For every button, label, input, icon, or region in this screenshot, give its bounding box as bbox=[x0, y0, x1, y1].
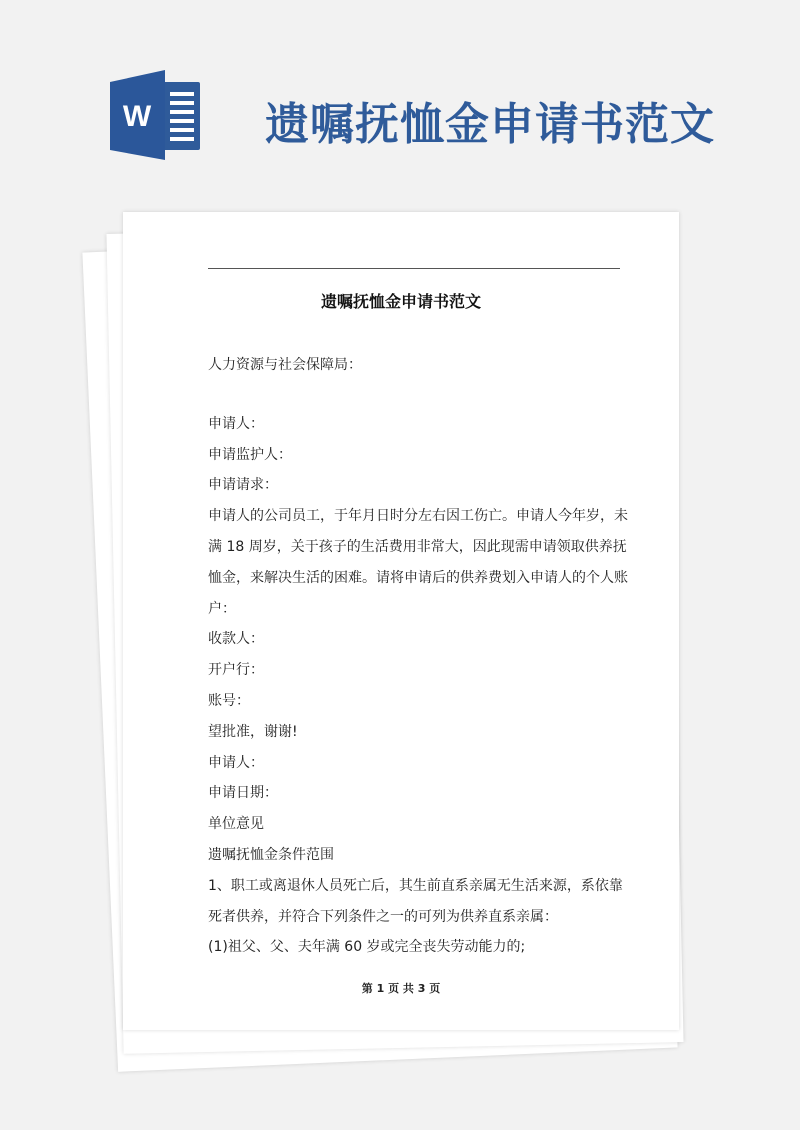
text-line: 申请人的公司员工，于年月日时分左右因工伤亡。申请人今年岁，未 bbox=[208, 508, 628, 525]
svg-text:W: W bbox=[122, 100, 152, 133]
header-rule bbox=[208, 268, 620, 269]
text-line: 单位意见 bbox=[208, 816, 264, 833]
text-line: 申请监护人： bbox=[208, 446, 292, 463]
text-line: 遗嘱抚恤金条件范围 bbox=[208, 846, 334, 863]
text-line: 收款人： bbox=[208, 631, 264, 648]
banner-title: 遗嘱抚恤金申请书范文 bbox=[265, 99, 715, 150]
banner bbox=[0, 0, 800, 200]
word-icon bbox=[110, 70, 210, 160]
document-title: 遗嘱抚恤金申请书范文 bbox=[320, 292, 481, 311]
text-line: 死者供养，并符合下列条件之一的可列为供养直系亲属： bbox=[208, 908, 558, 925]
text-line: 申请请求： bbox=[208, 477, 278, 494]
text-line: 户： bbox=[208, 600, 236, 617]
page-footer: 第 1 页 共 3 页 bbox=[361, 982, 441, 995]
text-line: 恤金，来解决生活的困难。请将申请后的供养费划入申请人的个人账 bbox=[208, 569, 628, 586]
text-line: (1)祖父、父、夫年满 60 岁或完全丧失劳动能力的; bbox=[208, 939, 526, 956]
text-line: 1、职工或离退休人员死亡后，其生前直系亲属无生活来源，系依靠 bbox=[208, 877, 623, 894]
text-line: 申请人： bbox=[208, 754, 264, 771]
text-line: 满 18 周岁，关于孩子的生活费用非常大，因此现需申请领取供养抚 bbox=[208, 538, 627, 555]
addressee: 人力资源与社会保障局： bbox=[208, 357, 362, 373]
text-line: 账号： bbox=[208, 692, 250, 709]
document-body bbox=[208, 350, 628, 963]
text-line: 申请人： bbox=[208, 415, 264, 432]
text-line: 开户行： bbox=[208, 662, 264, 679]
text-line: 望批准，谢谢! bbox=[208, 723, 298, 740]
text-line: 申请日期： bbox=[208, 785, 278, 802]
document-page bbox=[123, 212, 679, 1030]
